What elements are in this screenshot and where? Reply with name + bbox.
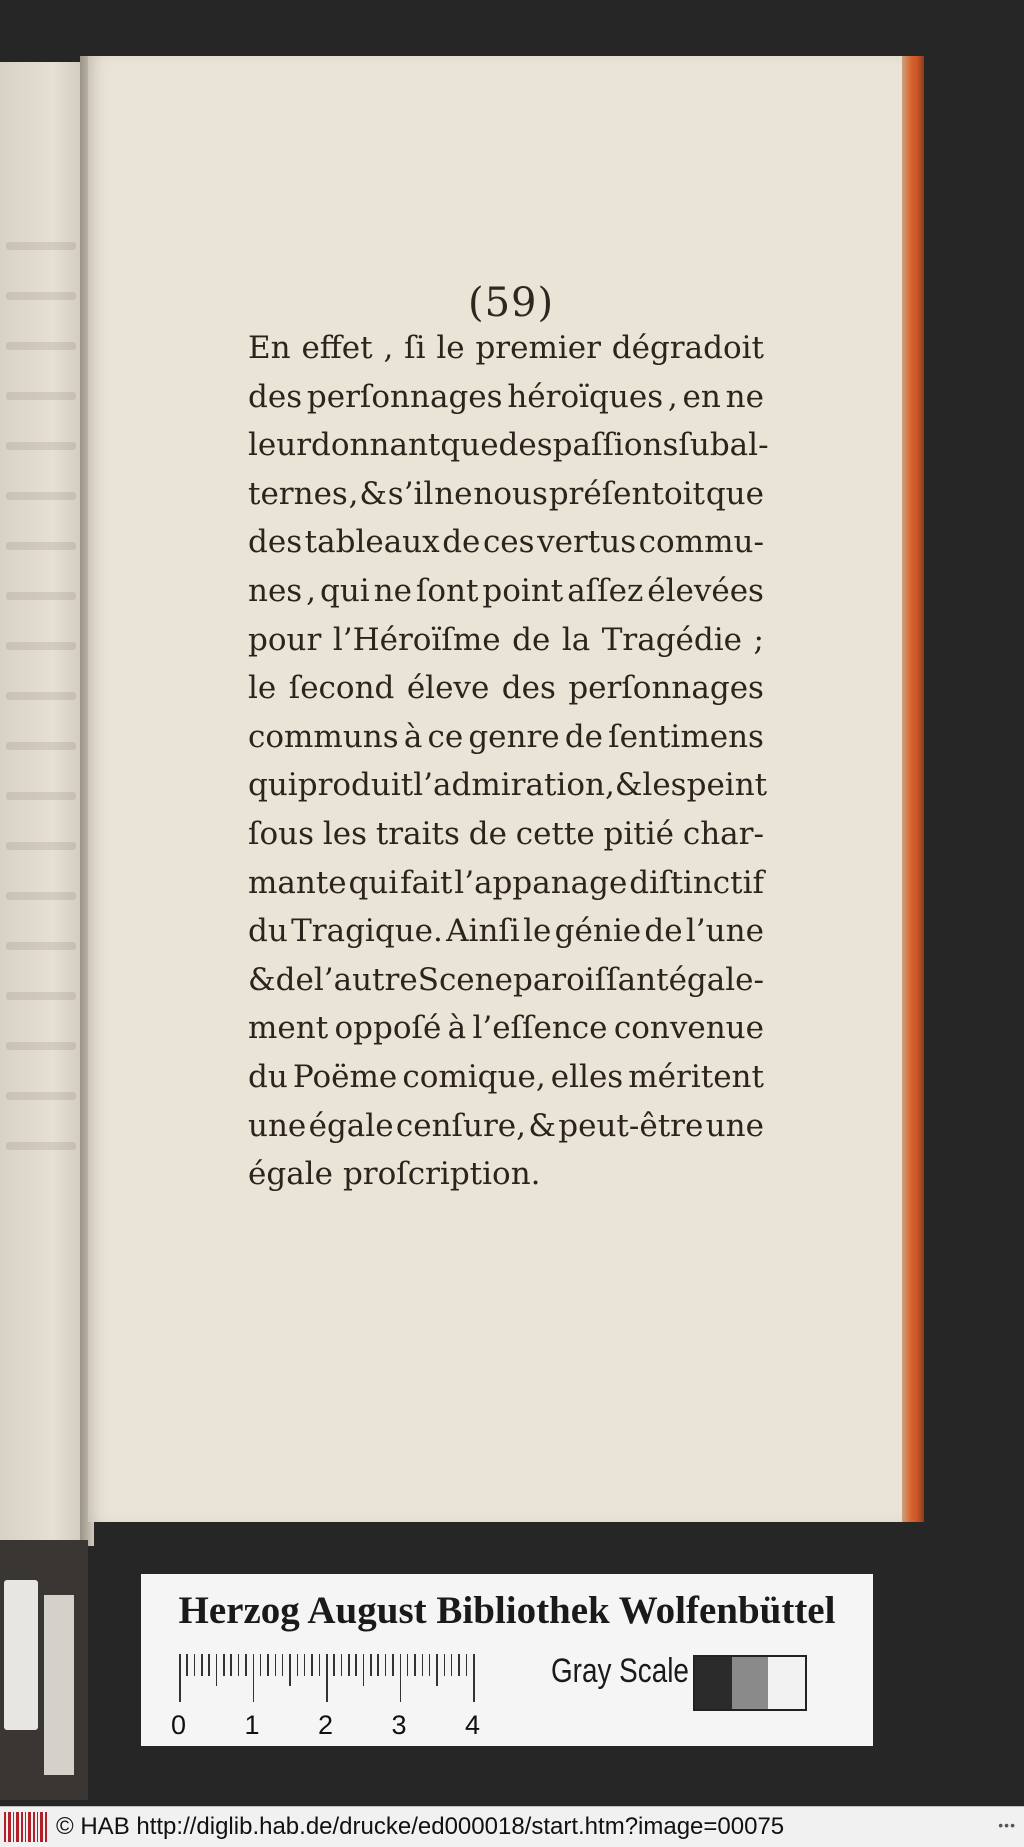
ruler-number: 1 xyxy=(244,1710,260,1740)
text-word: nes xyxy=(248,572,303,609)
shelf-label xyxy=(4,1580,38,1730)
text-word: une xyxy=(705,1107,764,1144)
text-word: des xyxy=(248,378,303,415)
text-word: paſſions xyxy=(552,427,679,464)
text-word: préſentoit xyxy=(548,475,705,512)
ruler-tick xyxy=(333,1654,335,1676)
text-word: que xyxy=(440,427,499,464)
text-word: premier xyxy=(475,330,601,366)
text-word: comique, xyxy=(402,1058,546,1095)
text-word: génie xyxy=(554,913,642,950)
text-word: l’eſſence xyxy=(472,1010,608,1047)
ruler-tick xyxy=(260,1654,262,1676)
ruler-tick xyxy=(466,1654,468,1676)
text-word: perſonnages xyxy=(306,378,503,415)
text-line xyxy=(248,956,764,1005)
permalink-text[interactable]: © HAB http://diglib.hab.de/drucke/ed000018/start.htm?image=00075 xyxy=(56,1813,785,1840)
ruler-number: 2 xyxy=(318,1710,334,1740)
text-line xyxy=(248,1102,764,1151)
ruler-tick xyxy=(282,1654,284,1676)
text-word: , xyxy=(306,572,317,609)
text-word: ſubal- xyxy=(678,427,769,464)
text-line xyxy=(248,859,764,908)
ruler-tick xyxy=(436,1654,438,1686)
left-page xyxy=(0,62,88,1542)
ruler-tick xyxy=(473,1654,475,1702)
ruler-tick xyxy=(414,1654,416,1676)
status-bar xyxy=(0,1806,1024,1847)
text-word: elles xyxy=(550,1058,624,1095)
more-icon[interactable]: ••• xyxy=(998,1817,1016,1833)
text-word: tableaux xyxy=(304,524,440,561)
scale-card xyxy=(141,1574,873,1746)
text-word: égale xyxy=(308,1107,394,1144)
ruler-tick xyxy=(289,1654,291,1686)
text-word: les xyxy=(642,767,687,804)
text-word: point xyxy=(482,572,564,609)
text-word: pour xyxy=(248,621,322,658)
text-word: effet xyxy=(301,330,373,366)
ruler-tick xyxy=(201,1654,203,1676)
text-line xyxy=(248,421,769,470)
ruler-tick xyxy=(444,1654,446,1676)
text-word: en xyxy=(682,378,721,415)
ruler-tick xyxy=(186,1654,188,1676)
ruler-number: 0 xyxy=(171,1710,187,1740)
text-word: & xyxy=(614,767,643,804)
ruler-tick xyxy=(326,1654,328,1702)
text-word: l’une xyxy=(685,913,764,950)
text-word: qui xyxy=(248,767,298,804)
ruler-tick xyxy=(216,1654,218,1686)
ruler-tick xyxy=(451,1654,453,1676)
text-word: ſi xyxy=(404,330,426,366)
ruler-tick xyxy=(392,1654,394,1676)
text-word: cenſure, xyxy=(395,1107,527,1144)
ruler-tick xyxy=(348,1654,350,1676)
library-name: Herzog August Bibliothek Wolfenbüttel xyxy=(178,1589,836,1632)
text-word: à xyxy=(403,718,423,755)
text-word: des xyxy=(501,670,556,707)
text-word: l’autre xyxy=(313,961,418,998)
text-word: mante xyxy=(248,864,347,901)
text-word: le xyxy=(523,913,552,950)
text-line xyxy=(248,373,764,422)
text-word: Scene xyxy=(417,961,513,998)
page-edge-red xyxy=(902,56,924,1522)
text-line xyxy=(248,810,764,859)
ruler-tick xyxy=(297,1654,299,1676)
text-line xyxy=(248,616,764,665)
text-word: ſecond xyxy=(288,670,395,707)
text-word: commu- xyxy=(638,524,764,561)
text-word: traits xyxy=(375,815,460,852)
text-word: convenue xyxy=(613,1010,764,1047)
ruler-tick xyxy=(385,1654,387,1676)
text-word: ternes xyxy=(248,475,348,512)
book-page xyxy=(88,56,908,1522)
text-word: s’il xyxy=(387,475,434,512)
ruler-tick xyxy=(429,1654,431,1676)
text-word: & xyxy=(359,475,387,512)
text-word: ne xyxy=(434,475,473,512)
text-word: l’appanage xyxy=(454,864,628,901)
ruler-tick xyxy=(275,1654,277,1676)
text-line xyxy=(248,1150,764,1199)
text-word: du xyxy=(248,1058,288,1095)
text-word: la xyxy=(561,621,591,658)
text-word: , xyxy=(383,330,394,366)
text-word: de xyxy=(512,621,551,658)
text-word: le xyxy=(436,330,465,366)
text-word: l’admiration, xyxy=(413,767,615,804)
text-word: une xyxy=(248,1107,307,1144)
text-word: égale- xyxy=(668,961,764,998)
text-word: fait xyxy=(400,864,453,901)
text-word: les xyxy=(322,815,368,852)
text-word: ment xyxy=(248,1010,329,1047)
text-line xyxy=(248,1004,764,1053)
text-word: communs xyxy=(248,718,399,755)
text-word: de xyxy=(564,718,604,755)
ruler-number: 3 xyxy=(391,1710,407,1740)
text-word: le xyxy=(248,670,277,707)
ruler-tick xyxy=(253,1654,255,1702)
text-line xyxy=(248,324,764,373)
text-word: des xyxy=(248,524,303,561)
text-line xyxy=(248,567,764,616)
text-word: , xyxy=(667,378,678,415)
text-word: ſous xyxy=(248,815,315,852)
text-line xyxy=(248,907,764,956)
text-word: égale xyxy=(248,1156,333,1193)
text-word: du xyxy=(248,913,288,950)
ruler-tick xyxy=(223,1654,225,1676)
gray-scale-label: Gray Scale xyxy=(551,1652,689,1690)
ruler-tick xyxy=(319,1654,321,1676)
ruler-tick xyxy=(304,1654,306,1676)
text-word: de xyxy=(644,913,683,950)
text-word: , xyxy=(348,475,359,512)
ruler-tick xyxy=(341,1654,343,1676)
text-word: oppoſé xyxy=(334,1010,442,1047)
text-word: ce xyxy=(427,718,464,755)
ruler-tick xyxy=(355,1654,357,1676)
ruler-number: 4 xyxy=(465,1710,481,1740)
gray-swatch xyxy=(768,1657,805,1709)
text-word: de xyxy=(275,961,314,998)
text-line xyxy=(248,713,764,762)
text-word: ſont xyxy=(415,572,479,609)
text-word: de xyxy=(442,524,481,561)
ruler-tick xyxy=(363,1654,365,1686)
text-word: perſonnages xyxy=(568,670,764,707)
text-word: qui xyxy=(319,572,370,609)
text-word: de xyxy=(468,815,507,852)
ruler-tick xyxy=(230,1654,232,1676)
gray-swatch xyxy=(695,1657,732,1709)
text-word: Ainſi xyxy=(446,913,520,950)
text-word: genre xyxy=(468,718,560,755)
gray-scale-swatches xyxy=(693,1655,807,1711)
text-word: pitié xyxy=(603,815,675,852)
ruler-tick xyxy=(179,1654,181,1702)
ruler-tick xyxy=(208,1654,210,1676)
text-word: paroiſſant xyxy=(512,961,669,998)
text-word: l’Héroïſme xyxy=(332,621,501,658)
text-word: ne xyxy=(373,572,412,609)
text-word: ne xyxy=(725,378,764,415)
text-word: aſſez xyxy=(567,572,644,609)
shelf-label-secondary xyxy=(44,1595,74,1775)
text-word: diſtinctif xyxy=(629,864,764,901)
ruler-tick xyxy=(377,1654,379,1676)
ruler-tick xyxy=(370,1654,372,1676)
text-word: dégradoit xyxy=(611,330,764,366)
ruler-tick xyxy=(311,1654,313,1676)
text-word: & xyxy=(248,961,276,998)
text-word: En xyxy=(248,330,291,366)
text-line xyxy=(248,470,764,519)
ruler-tick xyxy=(245,1654,247,1676)
text-word: qui xyxy=(348,864,399,901)
ruler-tick xyxy=(238,1654,240,1676)
text-line xyxy=(248,761,768,810)
text-word: Poëme xyxy=(292,1058,398,1095)
text-word: ; xyxy=(753,621,764,658)
barcode-icon xyxy=(4,1812,48,1842)
text-word: vertus xyxy=(537,524,637,561)
text-line xyxy=(248,1053,764,1102)
page-text xyxy=(248,324,769,1199)
text-word: méritent xyxy=(628,1058,764,1095)
text-word: proſcription. xyxy=(342,1156,541,1193)
text-word: des xyxy=(498,427,553,464)
text-word: nous xyxy=(473,475,548,512)
text-line xyxy=(248,664,764,713)
text-word: que xyxy=(705,475,764,512)
ruler-tick xyxy=(407,1654,409,1676)
ruler-tick xyxy=(267,1654,269,1676)
ruler-tick xyxy=(458,1654,460,1676)
page-number: (59) xyxy=(468,280,555,326)
text-word: ces xyxy=(482,524,535,561)
text-word: peut-être xyxy=(558,1107,704,1144)
ruler-tick xyxy=(194,1654,196,1676)
text-word: cette xyxy=(515,815,595,852)
text-word: peint xyxy=(686,767,768,804)
text-word: leur xyxy=(248,427,312,464)
text-word: élevées xyxy=(647,572,764,609)
text-word: donnant xyxy=(311,427,441,464)
text-word: Tragique. xyxy=(291,913,443,950)
text-word: & xyxy=(528,1107,556,1144)
text-word: ſentimens xyxy=(608,718,764,755)
text-line xyxy=(248,518,764,567)
text-word: héroïques xyxy=(507,378,664,415)
text-word: éleve xyxy=(406,670,490,707)
ruler-tick xyxy=(422,1654,424,1676)
text-word: à xyxy=(447,1010,467,1047)
text-word: Tragédie xyxy=(601,621,743,658)
gray-swatch xyxy=(732,1657,769,1709)
text-word: produit xyxy=(297,767,414,804)
ruler-tick xyxy=(400,1654,402,1702)
text-word: char- xyxy=(682,815,764,852)
